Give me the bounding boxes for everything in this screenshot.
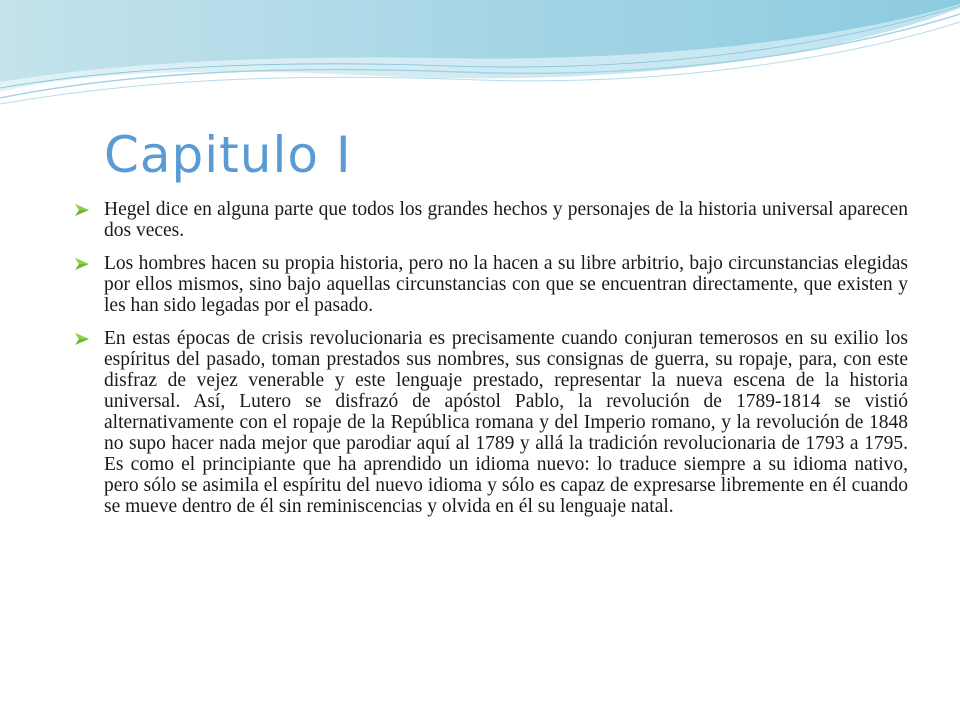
arrow-bullet-icon bbox=[74, 203, 90, 217]
arrow-bullet-icon bbox=[74, 257, 90, 271]
bullet-text: Los hombres hacen su propia historia, pero no la hacen a su libre arbitrio, bajo circunstancias elegidas por ellos mismos, sino bajo aquellas circunstancias con que se encuentran directamente, que existen y les han sido legadas por el pasado. bbox=[104, 253, 908, 316]
bullet-item bbox=[72, 328, 908, 517]
wave-header-decoration bbox=[0, 0, 960, 110]
bullet-item bbox=[72, 199, 908, 241]
bullet-text: En estas épocas de crisis revolucionaria es precisamente cuando conjuran temerosos en su exilio los espíritus del pasado, toman prestados sus nombres, sus consignas de guerra, su ropaje, para, con este disfraz de vejez venerable y este lenguaje prestado, representar la nueva escena de la historia universal. Así, Lutero se disfrazó de apóstol Pablo, la revolución de 1789-1814 se vistió alternativamente con el ropaje de la República romana y del Imperio romano, y la revolución de 1848 no supo hacer nada mejor que parodiar aquí al 1789 y allá la tradición revolucionaria de 1793 a 1795. Es como el principiante que ha aprendido un idioma nuevo: lo traduce siempre a su idioma nativo, pero sólo se asimila el espíritu del nuevo idioma y sólo es capaz de expresarse libremente en él cuando se mueve dentro de él sin reminiscencias y olvida en él su lenguaje natal. bbox=[104, 328, 908, 517]
arrow-bullet-icon bbox=[74, 332, 90, 346]
slide-title: Capitulo I bbox=[104, 126, 352, 184]
bullet-list bbox=[72, 199, 908, 529]
bullet-item bbox=[72, 253, 908, 316]
bullet-text: Hegel dice en alguna parte que todos los grandes hechos y personajes de la historia universal aparecen dos veces. bbox=[104, 199, 908, 241]
